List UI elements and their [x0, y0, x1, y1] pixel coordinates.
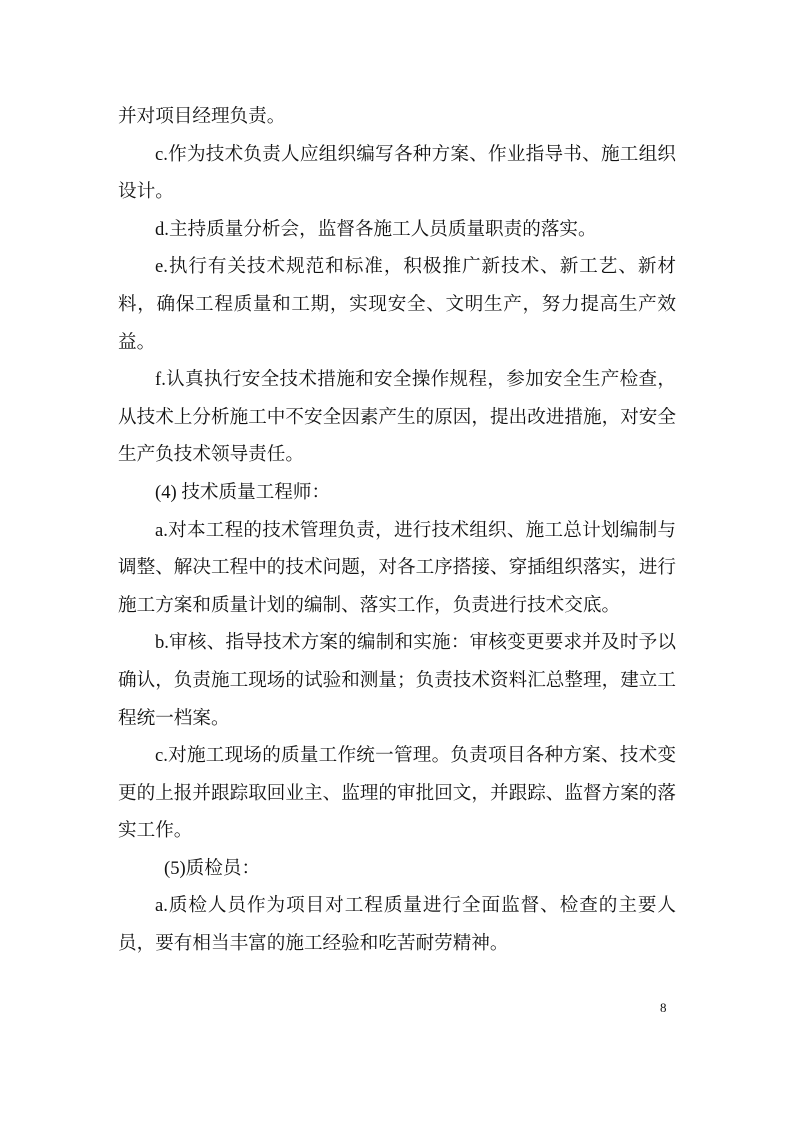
page-number: 8	[660, 1000, 667, 1015]
paragraph-item-f: f.认真执行安全技术措施和安全操作规程，参加安全生产检查，从技术上分析施工中不安全因素产生的原因，提出改进措施，对安全生产负技术领导责任。	[118, 369, 676, 466]
paragraph-item-a: a.对本工程的技术管理负责，进行技术组织、施工总计划编制与调整、解决工程中的技术问题，对各工序搭接、穿插组织落实，进行施工方案和质量计划的编制、落实工作，负责进行技术交底。	[118, 519, 676, 616]
document-body	[118, 98, 676, 963]
section-heading-5: (5)质检员：	[164, 857, 261, 879]
paragraph-item-c2: c.对施工现场的质量工作统一管理。负责项目各种方案、技术变更的上报并跟踪取回业主、监理的审批回文，并跟踪、监督方案的落实工作。	[118, 745, 676, 842]
paragraph-item-d: d.主持质量分析会，监督各施工人员质量职责的落实。	[155, 218, 597, 240]
section-heading-4: (4) 技术质量工程师：	[155, 481, 331, 503]
paragraph-continuation: 并对项目经理负责。	[118, 106, 286, 127]
paragraph-item-c: c.作为技术负责人应组织编写各种方案、作业指导书、施工组织设计。	[118, 143, 676, 203]
paragraph-item-e: e.执行有关技术规范和标准，积极推广新技术、新工艺、新材料，确保工程质量和工期，实现安全、文明生产，努力提高生产效益。	[118, 256, 676, 353]
paragraph-item-a2: a.质检人员作为项目对工程质量进行全面监督、检查的主要人员，要有相当丰富的施工经验和吃苦耐劳精神。	[118, 895, 676, 955]
paragraph-item-b: b.审核、指导技术方案的编制和实施：审核变更要求并及时予以确认，负责施工现场的试验和测量；负责技术资料汇总整理，建立工程统一档案。	[118, 632, 676, 729]
